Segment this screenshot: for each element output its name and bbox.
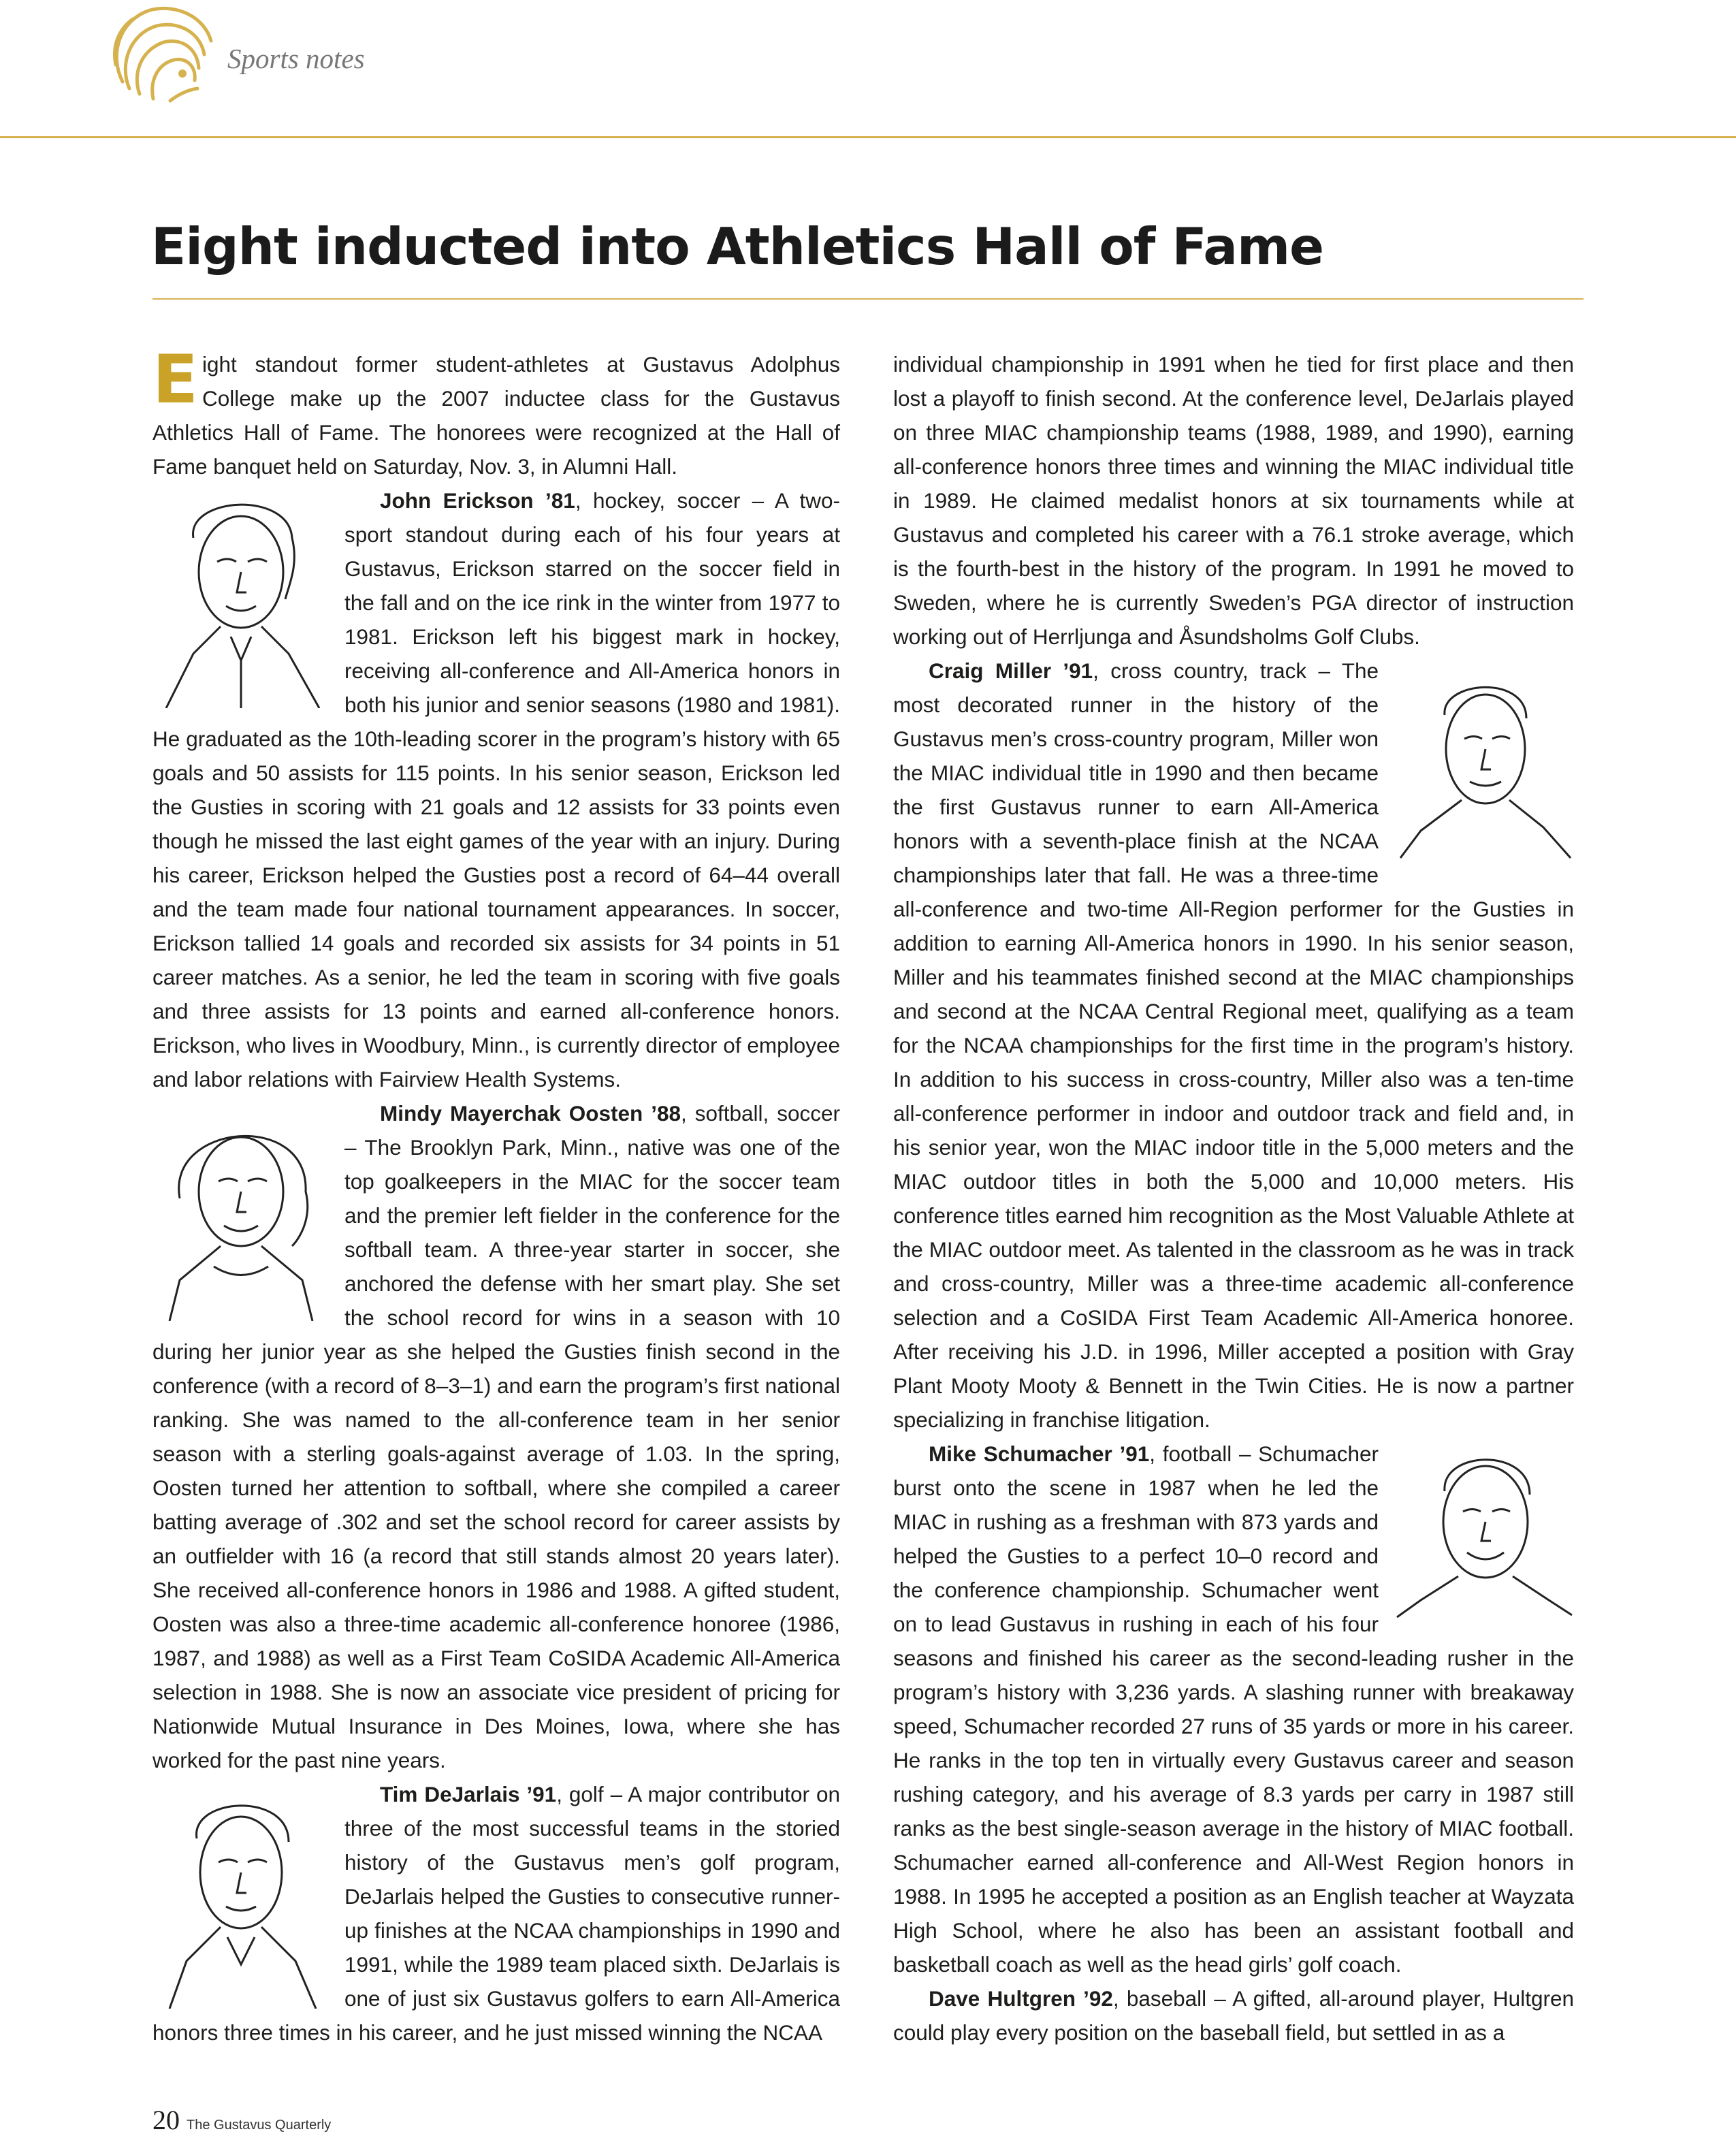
- inductee-name: John Erickson ’81: [380, 488, 575, 513]
- inductee-name: Mike Schumacher ’91: [929, 1441, 1150, 1466]
- intro-paragraph: [152, 341, 840, 483]
- section-label: Sports notes: [227, 43, 365, 74]
- page-number: 20: [152, 2105, 180, 2135]
- inductee-text: , hockey, soccer – A two-sport standout during each of his four years at Gustavus, Erickson starred on the soccer field in the fall and on the ice rink in the winter from 1977 to 1981. Erickson left his biggest mark in hockey, receiving all-conference and All-America honors in both his junior and senior seasons (1980 and 1981). He graduated as the 10th-leading scorer in the program’s history with 65 goals and 50 assists for 115 points. In his senior season, Erickson led the Gusties in scoring with 21 goals and 12 assists for 33 points even though he missed the last eight games of the year with an injury. During his career, Erickson helped the Gusties post a record of 64–44 overall and the team made four national tournament appearances. In soccer, Erickson tallied 14 goals and recorded six assists for 34 points in 51 career matches. As a senior, he led the team in scoring with five goals and three assists for 13 points and earned all-conference honors. Erickson, who lives in Woodbury, Minn., is currently director of employee and labor relations with Fairview Health Systems.: [152, 488, 840, 1091]
- publication-name: The Gustavus Quarterly: [187, 2118, 332, 2133]
- inductee-name: Dave Hultgren ’92: [929, 1986, 1113, 2011]
- inductee-text: , softball, soccer – The Brooklyn Park, Minn., native was one of the top goalkeepers in the MIAC for the soccer team and the premier left fielder in the conference for the softball team. A three-year starter in soccer, she anchored the defense with her smart play. She set the school record for wins in a season with 10 during her junior year as she helped the Gusties finish second in the conference (with a record of 8–3–1) and earn the program’s first national ranking. She was named to the all-conference team in her senior season with a sterling goals-against average of 1.03. In the spring, Oosten turned her attention to softball, where she compiled a career batting average of .302 and set the school record for career assists by an outfielder with 16 (a record that still stands almost 20 years later). She received all-conference honors in 1986 and 1988. A gifted student, Oosten was also a three-time academic all-conference honoree (1986, 1987, and 1988) as well as a First Team CoSIDA Academic All-America selection in 1988. She is now an associate vice president of pricing for Nationwide Mutual Insurance in Des Moines, Iowa, where she has worked for the past nine years.: [152, 1101, 841, 1772]
- page-footer: [152, 2104, 331, 2136]
- header-divider: [0, 136, 1736, 138]
- inductee-text: , golf – A major contributor on three of the most successful teams in the storied history of the Gustavus men’s golf program, DeJarlais helped the Gusties to consecutive runner-up finishes at the NCAA championships in 1990 and 1991, while the 1989 team placed sixth. DeJarlais is one of just six Gustavus golfers to earn All-America honors three times in his career, and he just missed winning the NCAA: [152, 1782, 840, 2045]
- inductee-text: , football – Schumacher burst onto the scene in 1987 when he led the MIAC in rushing as a freshman with 873 yards and helped the Gusties to a perfect 10–0 record and the conference championship. Schumacher went on to lead Gustavus in rushing in each of his four seasons and finished his career as the second-leading rusher in the program’s history with 3,236 yards. A slashing runner with breakaway speed, Schumacher recorded 27 runs of 35 yards or more in his career. He ranks in the top ten in virtually every Gustavus career and season rushing category, and his average of 8.3 yards per carry in 1987 still ranks as the best single-season average in the history of MIAC football. Schumacher earned all-conference and All-West Region honors in 1988. In 1995 he accepted a position as an English teacher at Wayzata High School, where he also has been an assistant football and basketball coach as well as the head girls’ golf coach.: [893, 1441, 1574, 1977]
- mindy-oosten-portrait-icon: [152, 1096, 329, 1321]
- tim-dejarlais-portrait-icon: [152, 1777, 329, 2009]
- john-erickson-portrait-icon: [152, 483, 329, 708]
- inductee-paragraph: [893, 1981, 1574, 2050]
- intro-text: ight standout former student-athletes at Gustavus Adolphus College make up the 2007 inductee class for the Gustavus Athletics Hall of Fame. The honorees were recognized at the Hall of Fame banquet held on Saturday, Nov. 3, in Alumni Hall.: [152, 352, 840, 479]
- inductee-text: , cross country, track – The most decorated runner in the history of the Gustavus men’s cross-country program, Miller won the MIAC individual title in 1990 and then became the first Gustavus runner to earn All-America honors with a seventh-place finish at the NCAA championships later that fall. He was a three-time all-conference and two-time All-Region performer for the Gusties in addition to earning All-America honors in 1990. In his senior season, Miller and his teammates finished second at the MIAC championships and second at the NCAA Central Regional meet, qualifying as a team for the NCAA championships for the first time in the program’s history. In addition to his success in cross-country, Miller also was a ten-time all-conference performer in indoor and outdoor track and field and, in his senior year, won the MIAC indoor title in the 5,000 meters and the MIAC outdoor titles in both the 5,000 and 10,000 meters. His conference titles earned him recognition as the Most Valuable Athlete at the MIAC outdoor meet. As talented in the classroom as he was in track and cross-country, Miller was a three-time academic all-conference selection and a CoSIDA First Team Academic All-America honoree. After receiving his J.D. in 1996, Miller accepted a position with Gray Plant Mooty Mooty & Bennett in the Twin Cities. He is now a partner specializing in franchise litigation.: [893, 658, 1574, 1432]
- inductee-name: Mindy Mayerchak Oosten ’88: [380, 1101, 681, 1126]
- article-column-right: [893, 347, 1574, 2050]
- article-column-left: [152, 341, 841, 2050]
- inductee-name: Craig Miller ’91: [929, 658, 1093, 683]
- inductee-name: Tim DeJarlais ’91: [380, 1782, 557, 1806]
- inductee-paragraph: [152, 483, 840, 1096]
- inductee-paragraph: [893, 1437, 1574, 1981]
- inductee-paragraph: [152, 1777, 840, 2050]
- lion-head-logo-icon: [102, 0, 218, 109]
- inductee-paragraph: [893, 654, 1574, 1437]
- article-title: Eight inducted into Athletics Hall of Fame: [151, 217, 1324, 276]
- title-divider: [152, 298, 1584, 300]
- inductee-text: , baseball – A gifted, all-around player, Hultgren could play every position on the baseball field, but settled in as a: [893, 1986, 1574, 2045]
- mike-schumacher-portrait-icon: [1394, 1437, 1574, 1627]
- inductee-paragraph: [152, 1096, 840, 1777]
- drop-cap: E: [152, 341, 198, 419]
- craig-miller-portrait-icon: [1394, 654, 1574, 878]
- continued-paragraph: individual championship in 1991 when he tied for first place and then lost a playoff to finish second. At the conference level, DeJarlais played on three MIAC championship teams (1988, 1989, and 1990), earning all-conference honors three times and winning the MIAC individual title in 1989. He claimed medalist honors at six tournaments while at Gustavus and completed his career with a 76.1 stroke average, which is the fourth-best in the history of the program. In 1991 he moved to Sweden, where he is currently Sweden’s PGA director of instruction working out of Herrljunga and Åsundsholms Golf Clubs.: [893, 352, 1574, 649]
